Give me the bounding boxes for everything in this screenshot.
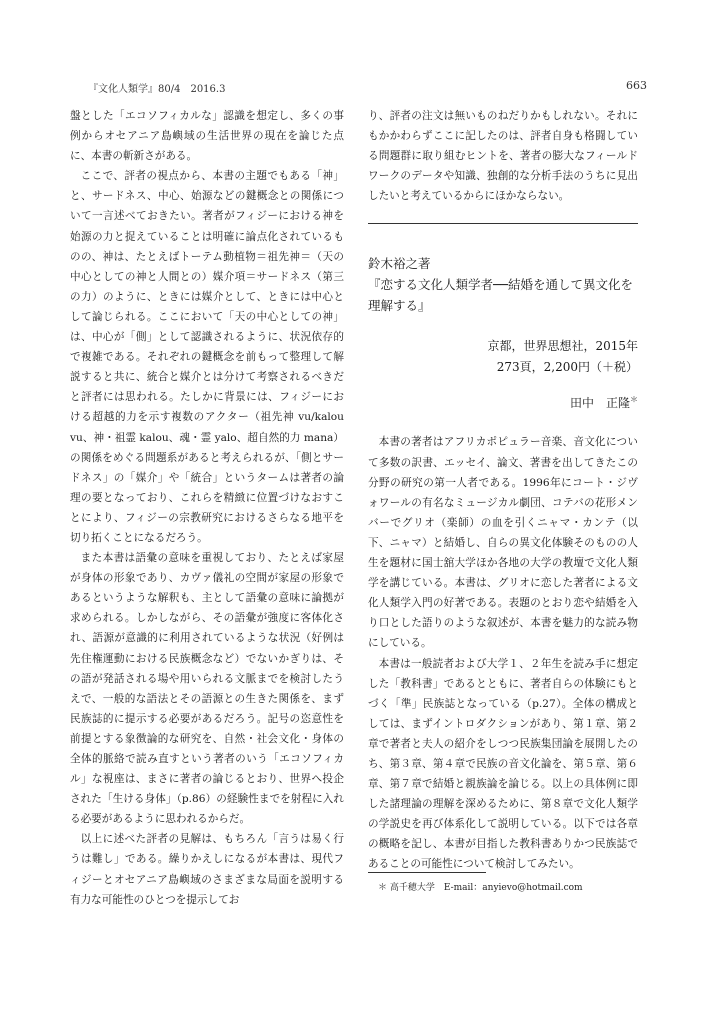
section-divider <box>368 223 638 224</box>
publication-place: 京都，世界思想社，2015年 <box>487 339 638 354</box>
right-intro-paragraph: り、評者の注文は無いものねだりかもしれない。それにもかかわらずここに記したのは、評者自身も格闘している問題群に取り組むヒントを、著者の膨大なフィールドワークのデータや知識、独創的な分析手法のうちに見出したいと考えているからにほかならない。 <box>368 110 638 203</box>
footnote-divider <box>368 872 486 873</box>
review-body <box>368 432 638 874</box>
reviewer <box>368 390 638 413</box>
reviewer-footnote-mark: ＊ <box>630 395 638 405</box>
right-paragraph-2: 本書は一般読者および大学１、２年生を読み手に想定した「教科書」であるとともに、著者自らの体験にもとづく「準」民族誌となっている（p.27）。全体の構成としては、まずイントロダクションがあり、第１章、第２章で著者と夫人の紹介をしつつ民族集団論を展開したのち、第３章、第４章で民族の音文化論を、第５章、第６章、第７章で結婚と親族論を論じる。以上の具体例に即した諸理論の理解を深めるために、第８章で文化人類学の学説史を再び体系化して説明している。以下では各章の概略を記し、本書が目指した教科書ありかつ民族誌であることの可能性について検討してみたい。 <box>368 657 638 871</box>
page-number: 663 <box>626 79 647 92</box>
footnote: ＊ 高千穂大学 E-mail：anyievo@hotmail.com <box>378 883 583 893</box>
left-paragraph-4: 以上に述べた評者の見解は、もちろん「言うは易く行うは難し」である。繰りかえしになるが本書は、現代フィジーとオセアニア島嶼域のさまざまな局面を説明する有力な可能性のひとつを提示してお <box>70 833 344 906</box>
book-title: 『恋する文化人類学者──結婚を通して異文化を理解する』 <box>368 277 634 314</box>
book-author: 鈴木裕之著 <box>368 256 431 272</box>
right-column <box>368 106 638 875</box>
right-paragraph-1: 本書の著者はアフリカポピュラー音楽、音文化について多数の訳書、エッセイ、論文、著書を出してきたこの分野の研究の第一人者である。1996年にコート・ジヴォワールの有名なミュージカル劇団、コテバの花形メンバーでグリオ（楽師）の血を引くニャマ・カンテ（以下、ニャマ）と結婚し、自らの異文化体験そのものの人生を題材に国士舘大学ほか各地の大学の教壇で文化人類学を講じている。本書は、グリオに恋した著者による文化人類学入門の好著である。表題のとおり恋や結婚を入り口とした語りのような叙述が、本書を魅力的な読み物にしている。 <box>368 436 638 650</box>
journal-header: 『文化人類学』80/4 2016.3 <box>88 84 226 95</box>
reviewer-name: 田中 正隆 <box>569 396 630 411</box>
publication-pages-price: 273頁，2,200円（＋税） <box>496 360 638 375</box>
left-paragraph-3: また本書は語彙の意味を重視しており、たとえば家屋が身体の形象であり、カヴァ儀礼の空間が家屋の形象であるというような解釈も、主として語彙の意味に論拠が求められる。しかしながら、その語彙が強度に客体化され、語源が意識的に利用されているような状況（好例は先住権運動における民族概念など）でないかぎりは、その語が発話される場や用いられる文脈までを検討したうえで、一般的な語法とその語源との生きた関係を、まず民族誌的に提示する必要があるだろう。記号の恣意性を前提とする象徴論的な研究を、自然・社会文化・身体の全体的脈絡で読み直すという著者のいう「エコソフィカル」な視座は、まさに著者の論じるとおり、世界へ投企された「生ける身体」（p.86）の経験性までを射程に入れる必要があるように思われるからだ。 <box>70 552 344 826</box>
left-paragraph-1: 盤とした「エコソフィカルな」認識を想定し、多くの事例からオセアニア島嶼域の生活世界の現在を論じた点に、本書の斬新さがある。 <box>70 110 344 163</box>
publication-info <box>368 336 638 378</box>
left-paragraph-2: ここで、評者の視点から、本書の主題でもある「神」と、サードネス、中心、始源などの鍵概念との関係について一言述べておきたい。著者がフィジーにおける神を始源の力と捉えていることは明確に論点化されているものの、神は、たとえばトーテム動植物＝祖先神＝（天の中心としての神と人間との）媒介項＝サードネス（第三の力）のように、ときには媒介として、ときには中心として論じられる。ここにおいて「天の中心としての神」は、中心が「側」として認識されるように、状況依存的で複雑である。それぞれの鍵概念を前もって整理して解説すると共に、統合と媒介とは分けて考察されるべきだと評者には思われる。たしかに背景には、フィジーにおける超越的力を示す複数のアクター（祖先神 vu/kalou vu、神・祖霊 kalou、魂・霊 yalo、超自然的力 mana）の関係をめぐる問題系があると考えられるが、「側とサードネス」の「媒介」や「統合」というタームは著者の論理の要となっており、これらを精緻に位置づけなおすことにより、フィジーの宗教研究におけるさらなる地平を切り拓くことになるだろう。 <box>70 170 344 544</box>
left-column <box>70 106 344 910</box>
